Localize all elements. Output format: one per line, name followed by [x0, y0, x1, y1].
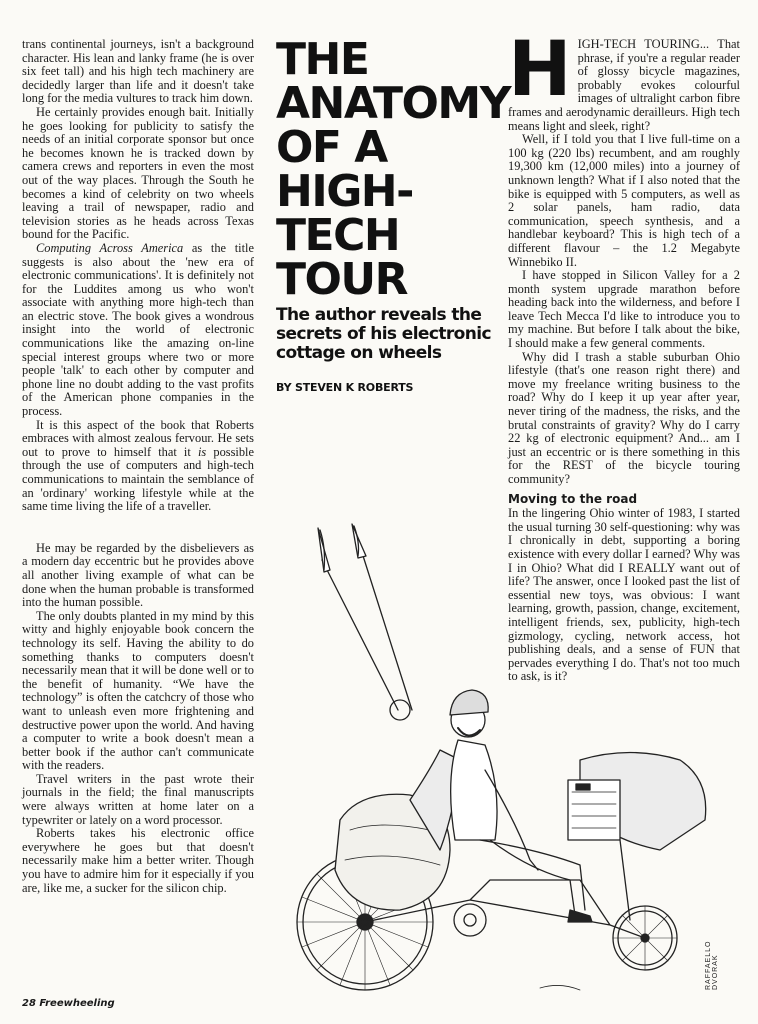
left-paragraph-4b: possible through the use of computers and high-tech communications to maintain the semblance of an 'ordinary' working lifestyle while at the same time living the life of a traveller.: [22, 444, 254, 514]
headline-line-5: TECH: [276, 210, 400, 261]
left-paragraph-8: Roberts takes his electronic office everywhere he goes but that doesn't necessarily make him a better writer. Though you have to admire him for it especially if you are, like me, a sucker for the silicon chip.: [22, 826, 254, 895]
headline-line-4: HIGH-: [276, 166, 413, 217]
left-paragraph-4a: It is this aspect of the book that Roberts embraces with almost zealous fervour. He sets out to prove to himself that it: [22, 417, 254, 459]
title-block: [276, 34, 511, 394]
left-paragraph-7: Travel writers in the past wrote their journals in the field; the final manuscripts were always written at home later on a typewriter or lately on a word processor.: [22, 771, 254, 827]
left-paragraph-4: [22, 419, 254, 514]
right-paragraph-3: I have stopped in Silicon Valley for a 2 month system upgrade marathon before heading back into the wilderness, and before I leave Tech Mecca I'd like to introduce you to my machine. But before I talk about the bike, I should make a few general comments.: [508, 268, 740, 351]
left-paragraph-3-text: as the title suggests is also about the 'new era of electronic communications'. It is definitely not for the Luddites among us who won't associate with anything more high-tech than an electric stove. The book gives a wondrous insight into the world of electronic communications like the amazing on-line special interest groups where two or more people 'talk' to each other by computer and phone line no doubt adding to the vast profits of the American phone companies in the process.: [22, 240, 254, 419]
left-paragraph-6: The only doubts planted in my mind by this witty and highly enjoyable book concern the technology its self. Having the ability to do something thanks to computers doesn't necessarily mean that it will be done well or to the benefit of humanity. “We have the technology” is often the catchcry of those who want to unleash even more frightening and destructive power upon the world. And having a computer to write a book doesn't mean a better book if the author can't communicate with the readers.: [22, 608, 254, 773]
byline: BY STEVEN K ROBERTS: [276, 381, 414, 394]
antenna-1: [322, 560, 398, 710]
drop-cap: H: [508, 24, 572, 113]
rider-torso: [451, 740, 497, 840]
right-paragraph-1-text: IGH-TECH TOURING... That phrase, if you're a regular reader of glossy bicycle magazines, probably evokes colourful images of ultralight carbon fibre frames and aerodynamic derailleurs. High tech means light and sleek, right?: [508, 37, 740, 133]
chainring: [454, 904, 486, 936]
right-paragraph-5: In the lingering Ohio winter of 1983, I started the usual turning 30 self-questioning: why was I chronically in debt, supporting a boring existence with every dollar I earned? Why was I in Ohio? What did I REALLY want out of life? The answer, once I looked past the list of essential new toys, was obvious: I want learning, growth, passion, change, excitement, intelligent friends, sex, publicity, high-tech gizmology, cycling, network access, hot publishing deals, and a sense of FUN that pervades everything I do. That's not too much to ask, is it?: [508, 506, 740, 684]
right-paragraph-1: [508, 24, 740, 133]
right-paragraph-2: Well, if I told you that I live full-time on a 100 kg (220 lbs) recumbent, and am roughly 19,300 km (12,000 miles) into a journey of unknown length? What if I also noted that the bike is equipped with 5 computers, as well as 2 solar panels, ham radio, data communication, speech synthesis, and a handlebar keyboard? This is high tech of a different flavour – the 1.2 Megabyte Winnebiko II.: [508, 132, 740, 269]
left-paragraph-4-em: is: [197, 444, 207, 459]
left-paragraph-2: He certainly provides enough bait. Initially he goes looking for publicity to satisfy the needs of an initial corporate sponsor but once he becomes known he is tracked down by camera crews and reporters in even the most out of the way places. Through the South he becomes a kind of celebrity on two wheels leaving a trail of newspaper, radio and television stories as he heads across Texas bound for the Pacific.: [22, 104, 254, 242]
headline-line-2: ANATOMY: [276, 78, 511, 129]
helmet: [450, 690, 488, 715]
book-title: Computing Across America: [36, 240, 184, 255]
illustration-credit: RAFFAELLO DVORAK: [705, 940, 719, 990]
recumbent-bike-illustration: [280, 520, 730, 1020]
headline-line-3: OF A: [276, 122, 387, 173]
rider-leg: [480, 840, 585, 915]
mirror: [390, 700, 410, 720]
left-column: [22, 38, 254, 895]
deck: The author reveals the secrets of his electronic cottage on wheels: [276, 305, 491, 363]
left-paragraph-5: He may be regarded by the disbelievers as a modern day eccentric but he provides above all another living example of what can be done when the human probable is transformed into the human possible.: [22, 540, 254, 610]
flag-2: [352, 524, 366, 558]
left-paragraph-1: trans continental journeys, isn't a background character. His lean and lanky frame (he is over six feet tall) and his high tech machinery are decidedly larger than life and it doesn't take long for the media vultures to track him down.: [22, 37, 254, 106]
left-paragraph-3: [22, 242, 254, 419]
headline-line-1: THE: [276, 34, 369, 85]
subhead: Moving to the road: [508, 491, 638, 506]
headline-line-6: TOUR: [276, 254, 408, 305]
right-paragraph-4: Why did I trash a stable suburban Ohio lifestyle (that's one reason right there) and move my freelance writing business to the road? Why do I keep it up year after year, never tiring of the madness, the risks, and the brutal constraints of gravity? Why do I carry 22 kg of electronic equipment? And... am I just an eccentric or is there something in this for the REST of the bicycle touring community?: [508, 349, 740, 486]
page-folio: 28 Freewheeling: [22, 998, 115, 1009]
